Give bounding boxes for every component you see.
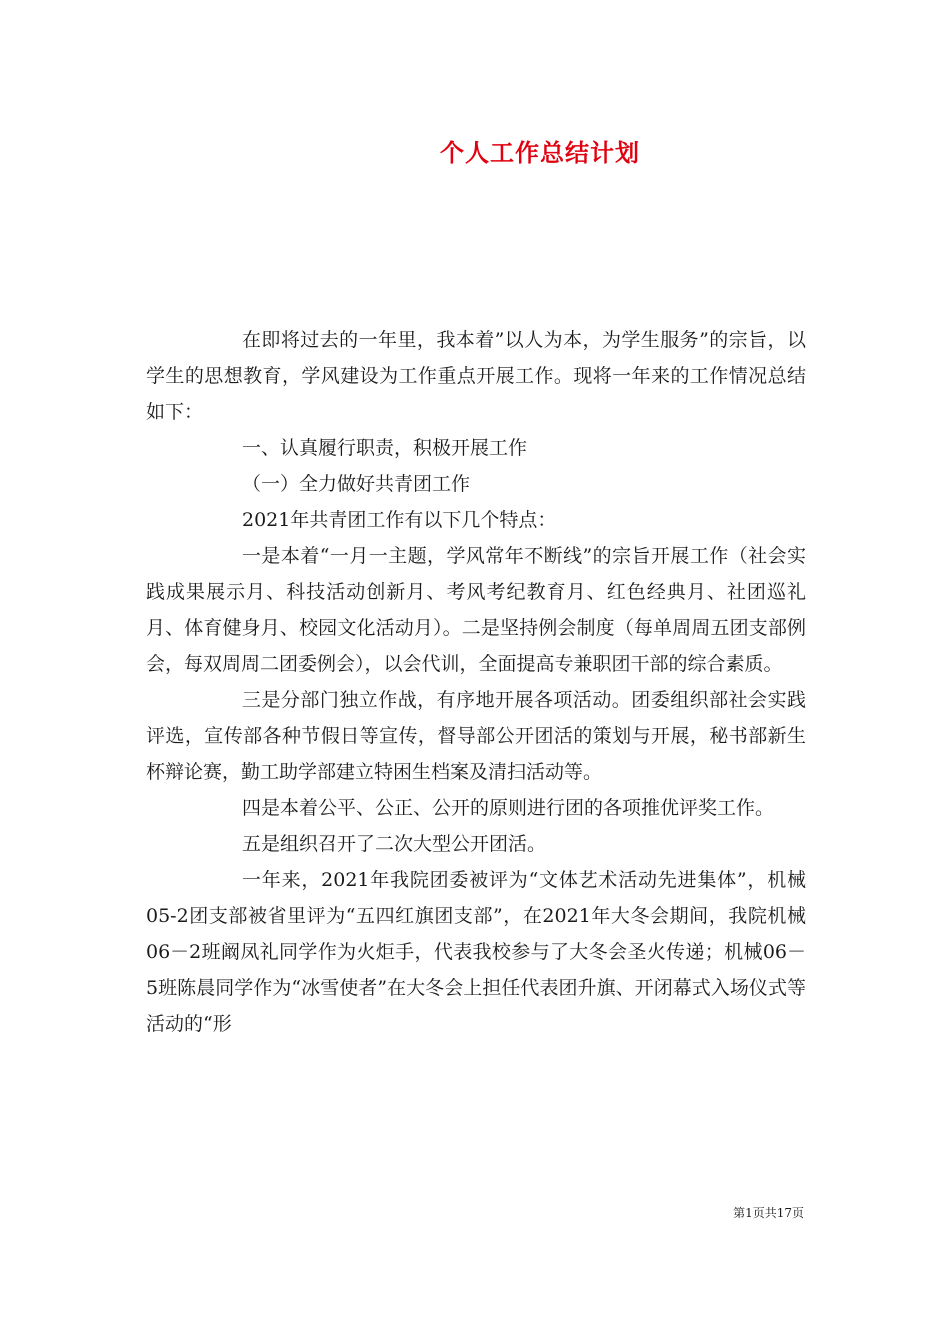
heading-subsection-1: （一）全力做好共青团工作: [242, 473, 471, 495]
page-number: 第1页共17页: [733, 1206, 804, 1220]
paragraph-intro: 在即将过去的一年里，我本着”以人为本，为学生服务”的宗旨，以学生的思想教育，学风建设为工作重点开展工作。现将一年来的工作情况总结如下：: [146, 329, 806, 423]
paragraph-feature-5: 五是组织召开了二次大型公开团活。: [242, 833, 547, 855]
paragraph-feature-4: 四是本着公平、公正、公开的原则进行团的各项推优评奖工作。: [242, 797, 775, 819]
paragraph-feature-1-2: 一是本着“一月一主题，学风常年不断线”的宗旨开展工作（社会实践成果展示月、科技活动创新月、考风考纪教育月、红色经典月、社团巡礼月、体育健身月、校园文化活动月）。二是坚持例会制度（每单周周五团支部例会，每双周周二团委例会），以会代训，全面提高专兼职团干部的综合素质。: [146, 545, 806, 675]
document-body: [146, 322, 806, 1042]
document-title: 个人工作总结计划: [440, 138, 640, 167]
paragraph-feature-3: 三是分部门独立作战，有序地开展各项活动。团委组织部社会实践评选，宣传部各种节假日等宣传，督导部公开团活的策划与开展，秘书部新生杯辩论赛，勤工助学部建立特困生档案及清扫活动等。: [146, 689, 806, 783]
heading-section-1: 一、认真履行职责，积极开展工作: [242, 437, 528, 459]
paragraph-features-intro: 2021年共青团工作有以下几个特点：: [242, 509, 557, 531]
paragraph-achievements: 一年来，2021年我院团委被评为“文体艺术活动先进集体”，机械05-2团支部被省里评为“五四红旗团支部”，在2021年大冬会期间，我院机械06－2班阚凤礼同学作为火炬手，代表我校参与了大冬会圣火传递；机械06－5班陈晨同学作为“冰雪使者”在大冬会上担任代表团升旗、开闭幕式入场仪式等活动的“形: [146, 869, 806, 1035]
